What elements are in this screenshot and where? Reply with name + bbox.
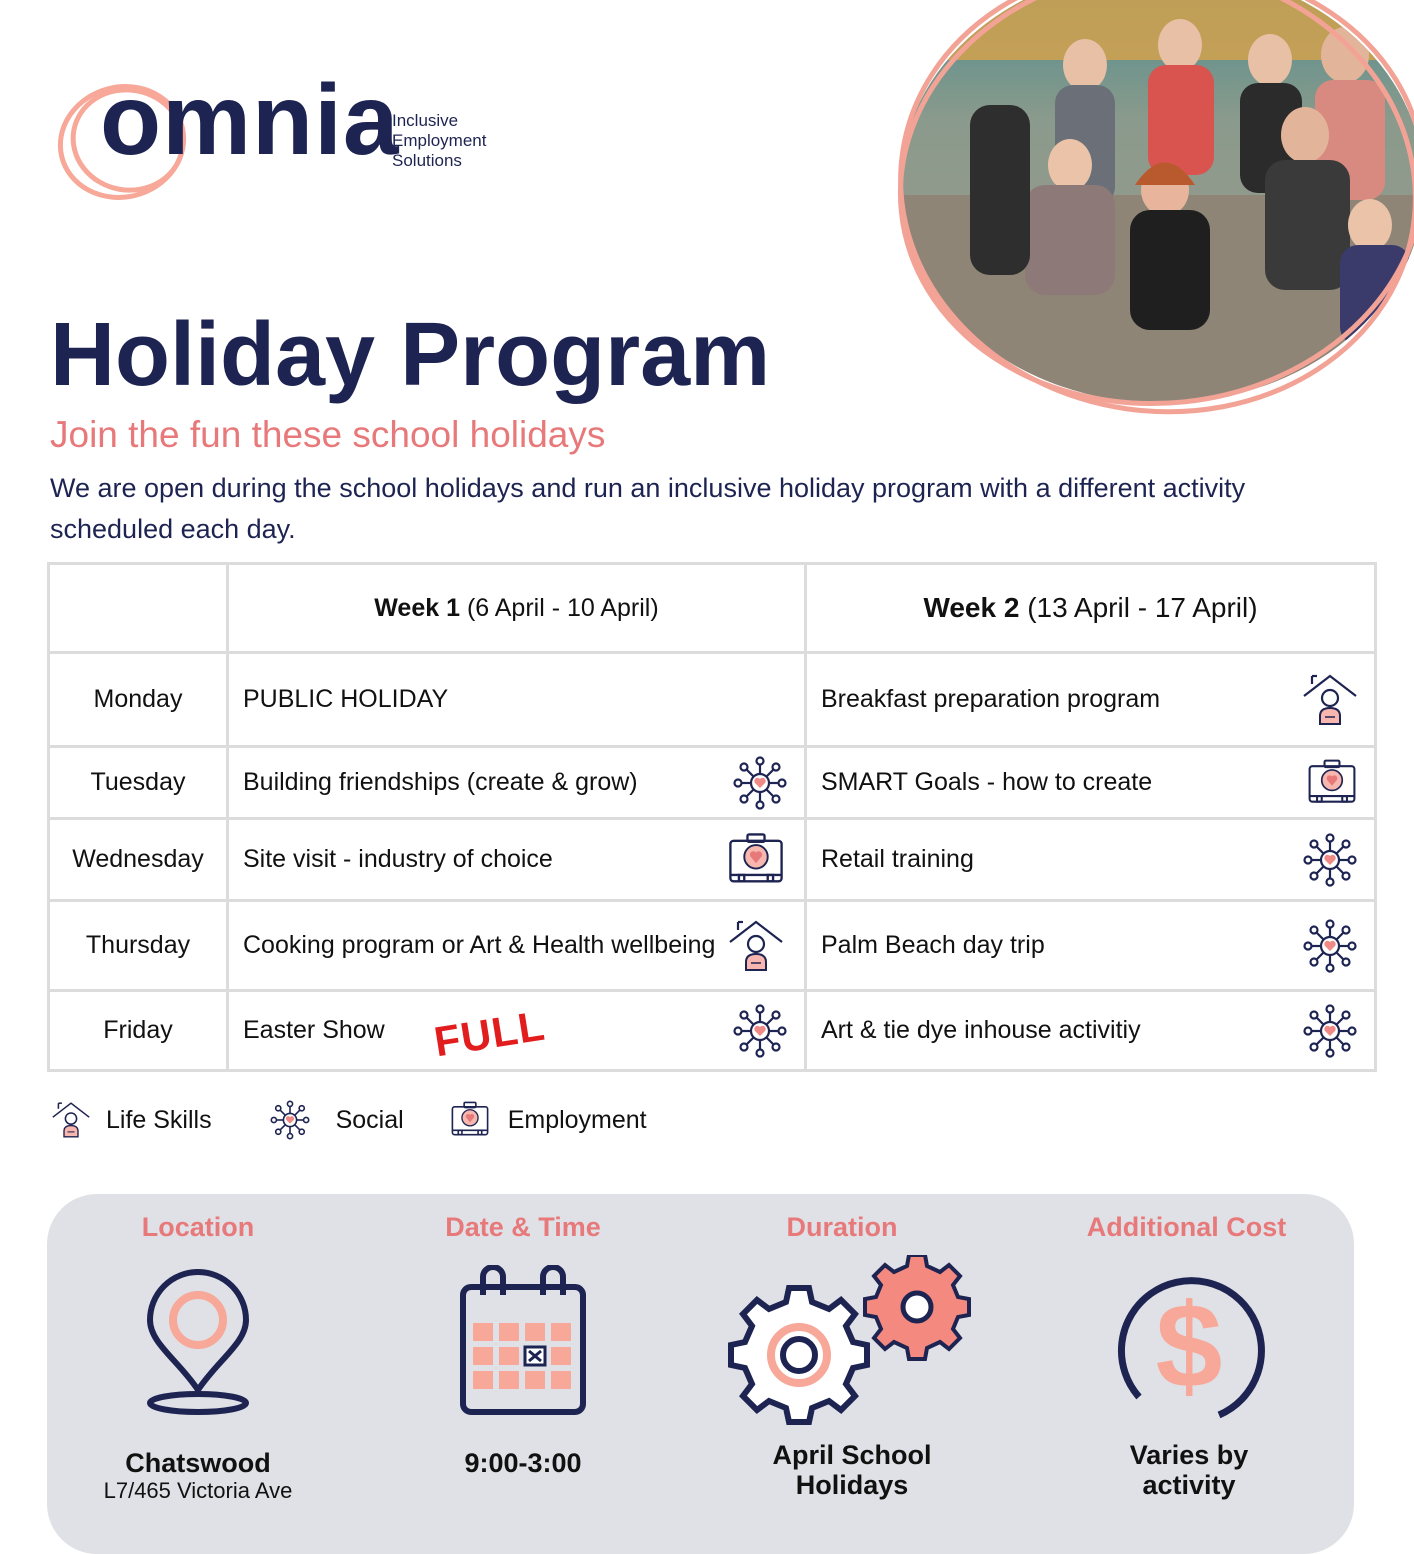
table-header-row [49,564,1376,653]
activity-text: Building friendships (create & grow) [243,768,638,796]
employment-icon [448,1098,492,1142]
legend-item-social [268,1098,404,1142]
activity-text: Easter Show [243,1016,385,1044]
tagline-line-2: Employment [392,131,487,150]
dollar-icon [1109,1267,1269,1427]
map-pin-icon [138,1265,258,1425]
legend-item-employment [448,1098,647,1142]
header-blank-cell [49,564,228,653]
week2-label: Week 2 [923,592,1020,623]
duration-value [702,1440,1002,1500]
activity-cell [806,901,1376,991]
activity-text: SMART Goals - how to create [821,768,1153,796]
duration-line-2: Holidays [795,1470,909,1500]
legend-label: Employment [507,1105,647,1134]
activity-text: PUBLIC HOLIDAY [243,685,449,713]
datetime-column [373,1194,673,1478]
week2-dates: (13 April - 17 April) [1027,592,1258,623]
tagline-line-3: Solutions [392,151,462,170]
day-thursday: Thursday [49,901,228,991]
intro-paragraph: We are open during the school holidays and run an inclusive holiday program with a different activity scheduled each day. [50,473,1246,544]
activity-cell [806,653,1376,747]
activity-cell [228,747,806,819]
legend-label: Life Skills [106,1105,212,1134]
schedule-table [47,562,1377,1072]
employment-icon [724,828,788,892]
legend-item-life-skills [50,1099,212,1141]
activity-cell [228,653,806,747]
calendar-icon [453,1265,593,1425]
day-friday: Friday [49,991,228,1071]
duration-line-1: April School [772,1440,932,1470]
activity-text: Retail training [821,845,974,873]
icon-legend [50,1098,691,1142]
cost-heading: Additional Cost [1086,1212,1287,1242]
tagline-line-1: Inclusive [392,111,459,130]
location-value: Chatswood [125,1448,271,1478]
social-icon [1300,1001,1360,1061]
activity-cell [806,819,1376,901]
life-skills-icon [726,916,786,976]
social-icon [730,1001,790,1061]
life-skills-icon [50,1099,92,1141]
social-icon [268,1098,312,1142]
week1-dates: (6 April - 10 April) [466,593,659,622]
group-photo [890,0,1414,445]
location-address: L7/465 Victoria Ave [103,1478,293,1503]
page-subtitle: Join the fun these school holidays [50,414,606,455]
week2-header [806,564,1376,653]
table-row [49,901,1376,991]
full-stamp: FULL [430,1001,549,1066]
duration-heading: Duration [786,1212,898,1242]
logo-wordmark: omnia [100,64,400,176]
datetime-value: 9:00-3:00 [464,1448,582,1478]
week1-label: Week 1 [374,593,460,622]
day-wednesday: Wednesday [49,819,228,901]
info-panel [47,1194,1354,1554]
activity-text: Art & tie dye inhouse activitiy [821,1016,1141,1044]
location-heading: Location [141,1212,255,1242]
activity-text: Breakfast preparation program [821,685,1161,713]
gears-icon [727,1255,977,1425]
day-tuesday: Tuesday [49,747,228,819]
logo-tagline [392,111,486,171]
cost-line-1: Varies by [1129,1440,1249,1470]
activity-cell [228,991,806,1071]
activity-cell [806,991,1376,1071]
svg-text:$: $ [1155,1279,1223,1413]
table-row [49,819,1376,901]
activity-cell [806,747,1376,819]
datetime-heading: Date & Time [445,1212,601,1242]
activity-cell [228,819,806,901]
activity-cell [228,901,806,991]
table-row [49,653,1376,747]
cost-line-2: activity [1142,1470,1236,1500]
employment-icon [1304,755,1360,811]
social-icon [1300,830,1360,890]
cost-column [1039,1194,1339,1500]
duration-column [702,1194,1002,1500]
cost-value [1039,1440,1339,1500]
day-monday: Monday [49,653,228,747]
table-row [49,747,1376,819]
page-title: Holiday Program [50,305,771,405]
activity-text: Palm Beach day trip [821,931,1045,959]
activity-text: Cooking program or Art & Health wellbeing [243,931,716,959]
table-row [49,991,1376,1071]
legend-label: Social [335,1105,404,1134]
location-column [48,1194,348,1504]
activity-text: Site visit - industry of choice [243,845,553,873]
week1-header [228,564,806,653]
life-skills-icon [1300,670,1360,730]
social-icon [1300,916,1360,976]
social-icon [730,753,790,813]
